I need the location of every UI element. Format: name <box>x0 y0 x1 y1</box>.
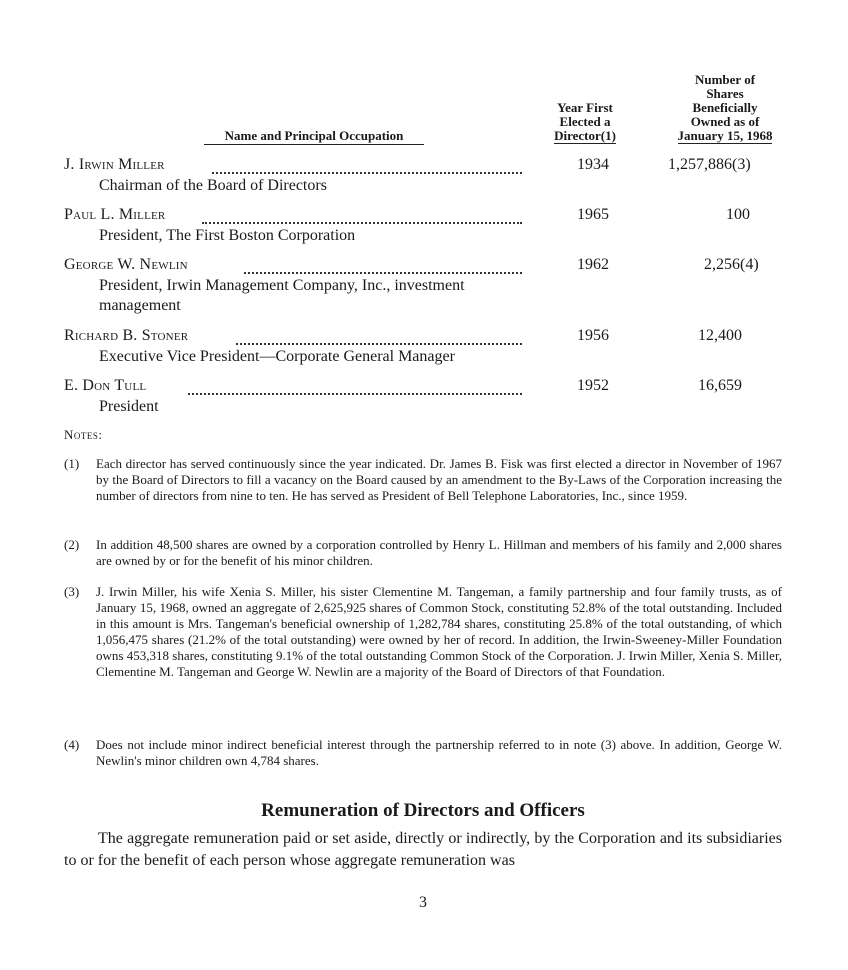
shares-header-line: Beneficially <box>692 100 758 115</box>
footnote-text: J. Irwin Miller, his wife Xenia S. Miller, his sister Clementine M. Tangeman, a family partnership and four family trusts, as of January 15, 1968, owned an aggregate of 2,625,925 shares of Common Stock, constituting 52.8% of the total outstanding. Included in this amount is Mrs. Tangeman's beneficial ownership of 1,282,784 shares, constituting 25.8% of the total outstanding, of which 1,056,475 shares (21.2% of the total outstanding) were owned by her of record. In addition, the Irwin-Sweeney-Miller Foundation owns 453,318 shares, constituting 9.1% of the total outstanding Common Stock of the Corporation. J. Irwin Miller, Xenia S. Miller, Clementine M. Tangeman and George W. Newlin are a majority of the Board of Directors of that Foundation. <box>96 584 782 679</box>
year-header-line: Director(1) <box>554 128 616 143</box>
footnote-number: (1) <box>64 456 80 471</box>
director-year: 1965 <box>577 206 609 223</box>
director-occupation: Executive Vice President—Corporate General Manager <box>99 348 455 365</box>
director-shares: 2,256(4) <box>704 256 759 273</box>
leader-dots <box>236 331 522 345</box>
footnote <box>64 456 782 504</box>
year-column-header <box>540 101 630 143</box>
page-number: 3 <box>419 894 427 911</box>
leader-dots <box>188 381 522 395</box>
body-paragraph: The aggregate remuneration paid or set aside, directly or indirectly, by the Corporation and its subsidiaries to or for the benefit of each person whose aggregate remuneration was <box>64 830 782 869</box>
director-year: 1934 <box>577 156 609 173</box>
director-name: J. Irwin Miller <box>64 156 165 173</box>
footnote-number: (3) <box>64 584 80 599</box>
director-year: 1956 <box>577 327 609 344</box>
director-year: 1962 <box>577 256 609 273</box>
director-shares: 100 <box>726 206 750 223</box>
footnote-number: (2) <box>64 537 80 552</box>
director-name: E. Don Tull <box>64 377 147 394</box>
footnote-text: Each director has served continuously since the year indicated. Dr. James B. Fisk was first elected a director in November of 1967 by the Board of Directors to fill a vacancy on the Board caused by an amendment to the By-Laws of the Corporation increasing the number of directors from nine to ten. He has served as President of Bell Telephone Laboratories, Inc., since 1959. <box>96 456 782 503</box>
year-header-line: Elected a <box>559 114 611 129</box>
director-shares: 1,257,886(3) <box>668 156 751 173</box>
footnote-text: Does not include minor indirect beneficial interest through the partnership referred to in note (3) above. In addition, George W. Newlin's minor children own 4,784 shares. <box>96 737 782 768</box>
footnote <box>64 584 782 680</box>
leader-dots <box>244 260 522 274</box>
section-title: Remuneration of Directors and Officers <box>261 800 585 821</box>
director-shares: 12,400 <box>698 327 742 344</box>
shares-column-header <box>666 73 784 143</box>
director-occupation: Chairman of the Board of Directors <box>99 177 327 194</box>
director-occupation: President, Irwin Management Company, Inc., investment management <box>99 277 465 314</box>
leader-dots <box>202 210 522 224</box>
document-page <box>64 0 782 970</box>
director-occupation: President <box>99 398 159 415</box>
shares-header-line: Shares <box>706 86 744 101</box>
director-name: Richard B. Stoner <box>64 327 189 344</box>
year-header-line: Year First <box>557 100 613 115</box>
footnote <box>64 737 782 769</box>
leader-dots <box>212 160 522 174</box>
footnote-number: (4) <box>64 737 80 752</box>
footnote <box>64 537 782 569</box>
director-shares: 16,659 <box>698 377 742 394</box>
director-year: 1952 <box>577 377 609 394</box>
director-occupation: President, The First Boston Corporation <box>99 227 356 244</box>
notes-heading: Notes: <box>64 427 103 442</box>
shares-header-line: Owned as of <box>690 114 760 129</box>
shares-header-line: January 15, 1968 <box>677 128 773 143</box>
name-column-header: Name and Principal Occupation <box>204 129 424 145</box>
shares-header-line: Number of <box>694 72 756 87</box>
footnote-text: In addition 48,500 shares are owned by a corporation controlled by Henry L. Hillman and members of his family and 2,000 shares are owned by or for the benefit of his minor children. <box>96 537 782 568</box>
director-name: Paul L. Miller <box>64 206 166 223</box>
director-name: George W. Newlin <box>64 256 188 273</box>
